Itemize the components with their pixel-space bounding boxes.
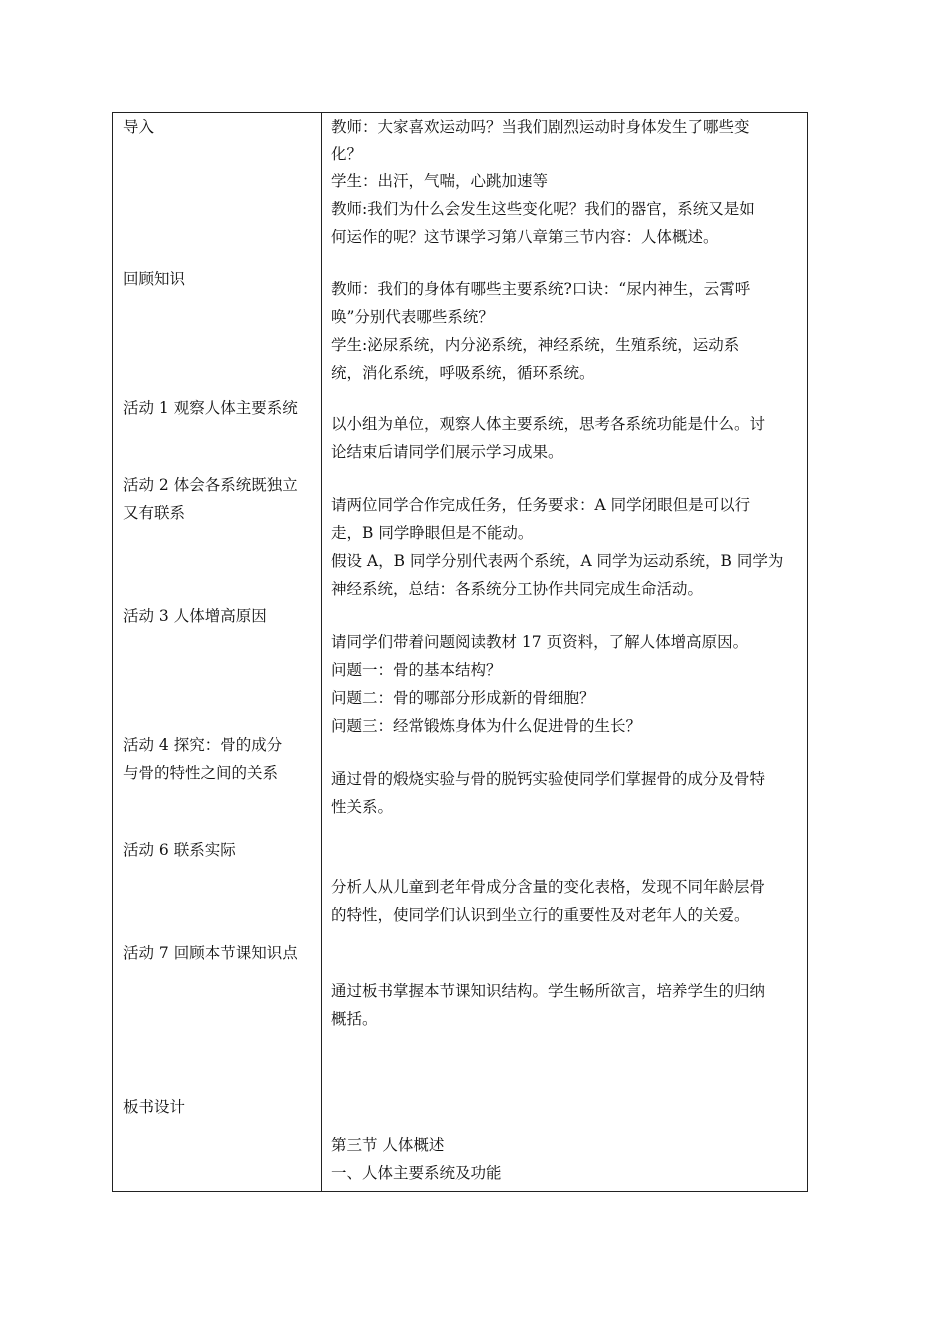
intro-line-5: 何运作的呢？这节课学习第八章第三节内容：人体概述。 [331, 228, 719, 246]
intro-line-3: 学生：出汗，气喘，心跳加速等 [331, 172, 549, 190]
activity2-line-4: 神经系统，总结：各系统分工协作共同完成生命活动。 [331, 580, 704, 598]
row-label-activity7: 活动 7 回顾本节课知识点 [123, 944, 298, 962]
row-label-review: 回顾知识 [123, 270, 186, 288]
review-line-1: 教师：我们的身体有哪些主要系统?口诀：“尿内神生，云霄呼 [331, 280, 751, 298]
board-line-1: 第三节 人体概述 [331, 1136, 445, 1154]
activity1-line-2: 论结束后请同学们展示学习成果。 [331, 443, 564, 461]
activity7-line-1: 通过板书掌握本节课知识结构。学生畅所欲言，培养学生的归纳 [331, 982, 766, 1000]
activity7-line-2: 概括。 [331, 1010, 378, 1028]
row-label-activity1: 活动 1 观察人体主要系统 [123, 399, 298, 417]
activity1-line-1: 以小组为单位，观察人体主要系统，思考各系统功能是什么。讨 [331, 415, 766, 433]
lesson-plan-table [112, 112, 808, 1192]
intro-line-2: 化？ [331, 145, 363, 163]
column-divider [321, 113, 322, 1191]
row-label-activity3: 活动 3 人体增高原因 [123, 607, 267, 625]
activity3-line-3: 问题二：骨的哪部分形成新的骨细胞？ [331, 689, 595, 707]
activity4-line-1: 通过骨的煅烧实验与骨的脱钙实验使同学们掌握骨的成分及骨特 [331, 770, 766, 788]
activity6-line-2: 的特性，使同学们认识到坐立行的重要性及对老年人的关爱。 [331, 906, 750, 924]
row-label-intro: 导入 [123, 118, 155, 136]
review-line-3: 学生:泌尿系统，内分泌系统，神经系统，生殖系统，运动系 [331, 336, 740, 354]
activity2-line-1: 请两位同学合作完成任务，任务要求：A 同学闭眼但是可以行 [331, 496, 751, 514]
row-label-board: 板书设计 [123, 1098, 186, 1116]
activity2-line-2: 走，B 同学睁眼但是不能动。 [331, 524, 534, 542]
review-line-2: 唤”分别代表哪些系统？ [331, 308, 494, 326]
activity6-line-1: 分析人从儿童到老年骨成分含量的变化表格，发现不同年龄层骨 [331, 878, 766, 896]
row-label-activity4-line2: 与骨的特性之间的关系 [123, 764, 279, 782]
intro-line-4: 教师:我们为什么会发生这些变化呢？我们的器官，系统又是如 [331, 200, 755, 218]
activity3-line-1: 请同学们带着问题阅读教材 17 页资料，了解人体增高原因。 [331, 633, 749, 651]
activity4-line-2: 性关系。 [331, 798, 394, 816]
row-label-activity2-line2: 又有联系 [123, 504, 186, 522]
activity3-line-2: 问题一：骨的基本结构？ [331, 661, 502, 679]
intro-line-1: 教师：大家喜欢运动吗？当我们剧烈运动时身体发生了哪些变 [331, 118, 750, 136]
row-label-activity2-line1: 活动 2 体会各系统既独立 [123, 476, 298, 494]
row-label-activity4-line1: 活动 4 探究：骨的成分 [123, 736, 283, 754]
review-line-4: 统，消化系统，呼吸系统，循环系统。 [331, 364, 595, 382]
board-line-2: 一、人体主要系统及功能 [331, 1164, 502, 1182]
activity2-line-3: 假设 A，B 同学分别代表两个系统，A 同学为运动系统，B 同学为 [331, 552, 784, 570]
activity3-line-4: 问题三：经常锻炼身体为什么促进骨的生长？ [331, 717, 642, 735]
row-label-activity6: 活动 6 联系实际 [123, 841, 236, 859]
